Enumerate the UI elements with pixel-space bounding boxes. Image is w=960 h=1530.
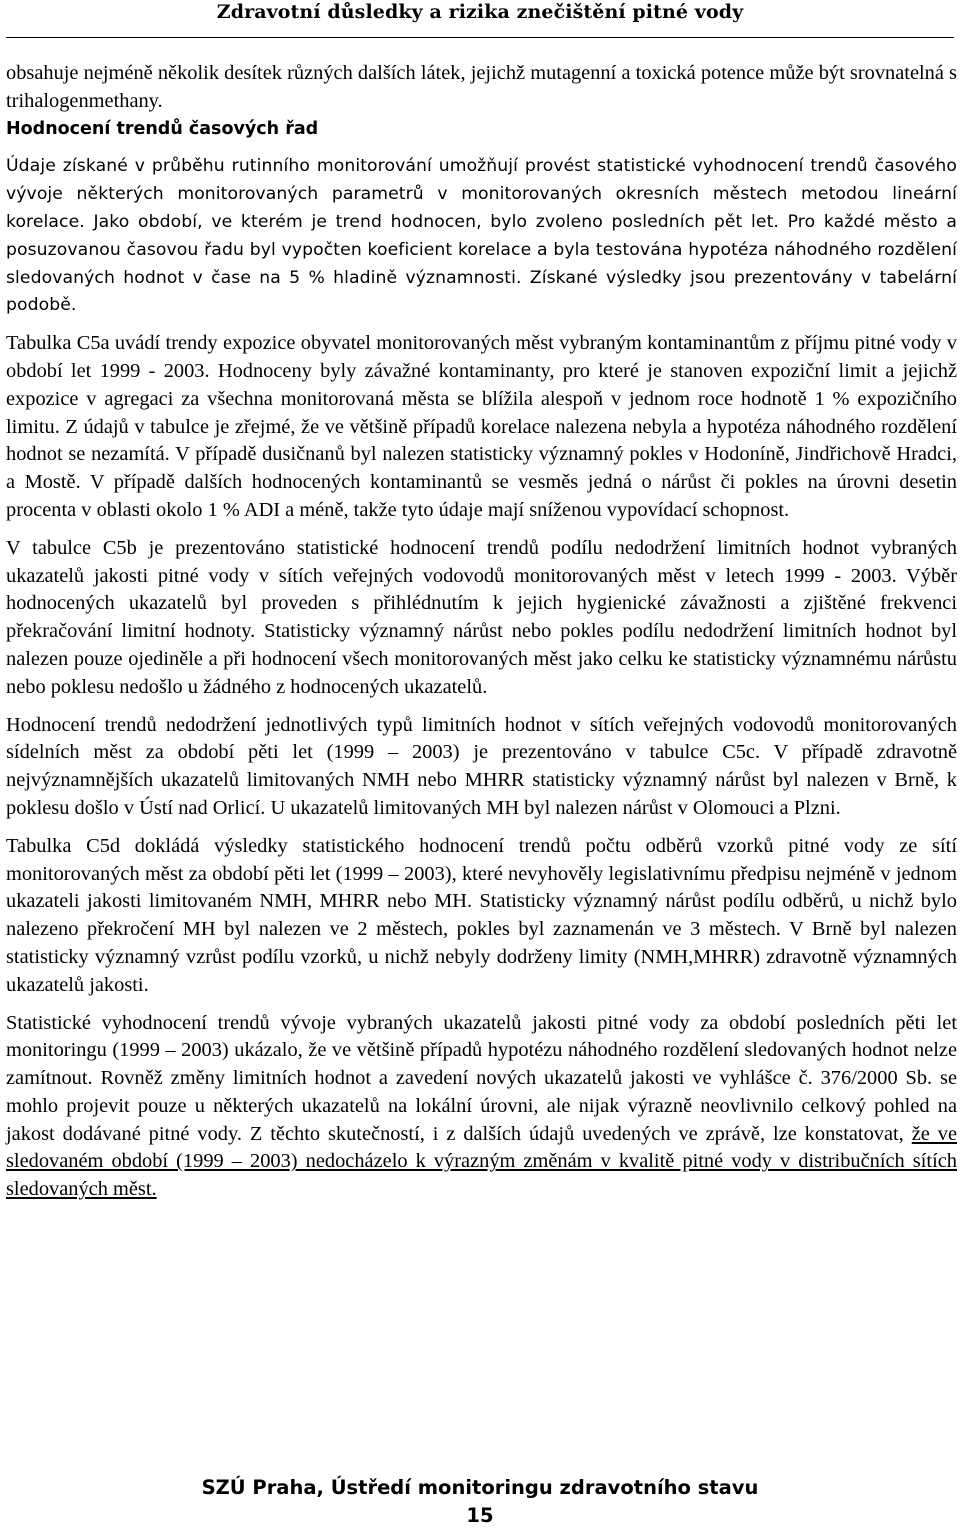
section-heading: Hodnocení trendů časových řad [6, 118, 319, 139]
document-body [6, 60, 957, 1204]
header-divider [6, 37, 954, 38]
running-header: Zdravotní důsledky a rizika znečištění pitné vody [216, 1, 744, 23]
paragraph-table-c5b: V tabulce C5b je prezentováno statistické hodnocení trendů podílu nedodržení limitních hodnot vybraných ukazatelů jakosti pitné vody v sítích veřejných vodovodů monitorovaných měst v letech 1999 - 2003. Výběr hodnocených ukazatelů byl proveden s přihlédnutím k jejich hygienické závažnosti a zjištěné frekvenci překračování limitní hodnoty. Statisticky významný nárůst nebo pokles podílu nedodržení limitních hodnot byl nalezen pouze ojediněle a při hodnocení všech monitorovaných měst jako celku ke statisticky významnému nárůstu nebo poklesu nedošlo u žádného z hodnocených ukazatelů. [6, 536, 957, 698]
paragraph-table-c5d: Tabulka C5d dokládá výsledky statistického hodnocení trendů počtu odběrů vzorků pitné vody ze sítí monitorovaných měst za období pěti let (1999 – 2003), které nevyhověly legislativnímu předpisu nejméně v jednom ukazateli jakosti limitovaném NMH, MHRR nebo MH. Statisticky významný nárůst podílu odběrů, u nichž bylo nalezeno překročení MH byl nalezen ve 2 městech, pokles byl zaznamenán ve 3 městech. V Brně byl nalezen statisticky významný vzrůst podílu vzorků, u nichž nebyly dodrženy limity (NMH,MHRR) zdravotně významných ukazatelů jakosti. [6, 834, 957, 996]
paragraph-table-c5c: Hodnocení trendů nedodržení jednotlivých typů limitních hodnot v sítích veřejných vodovodů monitorovaných sídelních měst za období pěti let (1999 – 2003) je prezentováno v tabulce C5c. V případě zdravotně nejvýznamnějších ukazatelů limitovaných NMH nebo MHRR statisticky významný nárůst byl nalezen v Brně, k poklesu došlo v Ústí nad Orlicí. U ukazatelů limitovaných MH byl nalezen nárůst v Olomouci a Plzni. [6, 713, 957, 819]
conclusion-underlined: že ve sledovaném období (1999 – 2003) nedocházelo k výrazným změnám v kvalitě pitné vody v distribučních sítích sledovaných měst. [6, 1122, 958, 1201]
footer-organization: SZÚ Praha, Ústředí monitoringu zdravotního stavu [201, 1476, 759, 1499]
paragraph-table-c5a: Tabulka C5a uvádí trendy expozice obyvatel monitorovaných měst vybraným kontaminantům z příjmu pitné vody v období let 1999 - 2003. Hodnoceny byly závažné kontaminanty, pro které je stanoven expoziční limit a jejichž expozice v agregaci za všechna monitorovaná města se blížila alespoň v jednom roce hodnotě 1 % expozičního limitu. Z údajů v tabulce je zřejmé, že ve většině případů korelace nalezena nebyla a hypotéza náhodného rozdělení hodnot se nezamítá. V případě dusičnanů byl nalezen statisticky významný pokles v Hodoníně, Jindřichově Hradci, a Mostě. V případě dalších hodnocených kontaminantů se vesměs jedná o nárůst či pokles na úrovni desetin procenta v oblasti okolo 1 % ADI a méně, takže tyto údaje mají sníženou vypovídací schopnost. [6, 332, 957, 521]
intro-paragraph: obsahuje nejméně několik desítek různých dalších látek, jejichž mutagenní a toxická potence může být srovnatelná s trihalogenmethany. [6, 62, 957, 112]
paragraph-trend-method: Údaje získané v průběhu rutinního monitorování umožňují provést statistické vyhodnocení trendů časového vývoje některých monitorovaných parametrů v monitorovaných okresních městech metodou lineární korelace. Jako období, ve kterém je trend hodnocen, bylo zvoleno posledních pět let. Pro každé město a posuzovanou časovou řadu byl vypočten koeficient korelace a byla testována hypotéza náhodného rozdělení sledovaných hodnot v čase na 5 % hladině významnosti. Získané výsledky jsou prezentovány v tabelární podobě. [6, 156, 957, 316]
paragraph-conclusion [6, 1010, 957, 1205]
page-footer [0, 1474, 960, 1530]
conclusion-text: Statistické vyhodnocení trendů vývoje vybraných ukazatelů jakosti pitné vody za období posledních pěti let monitoringu (1999 – 2003) ukázalo, že ve většině případů hypotézu náhodného rozdělení sledovaných hodnot nelze zamítnout. Rovněž změny limitních hodnot a zavedení nových ukazatelů jakosti ve vyhlášce č. 376/2000 Sb. se mohlo projevit pouze u některých ukazatelů na lokální úrovni, ale nijak výrazně neovlivnilo celkový pohled na jakost dodávané pitné vody. Z těchto skutečností, i z dalších údajů uvedených ve zprávě, lze konstatovat, [6, 1011, 957, 1145]
page-number: 15 [466, 1504, 494, 1527]
